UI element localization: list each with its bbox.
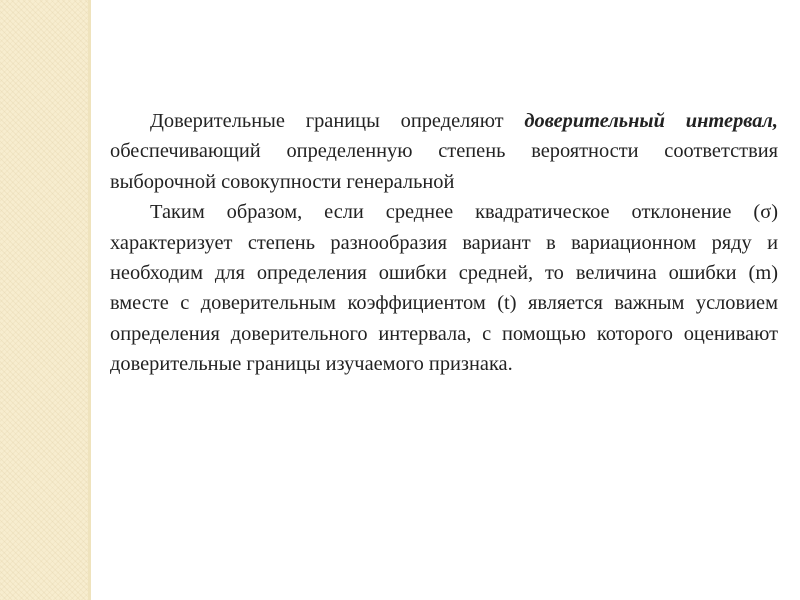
confidence-interval-term: доверительный интервал, [524,110,778,132]
paragraph-confidence-limits [110,106,778,197]
paragraph-standard-deviation: Таким образом, если среднее квадратическое отклонение (σ) характеризует степень разнообразия вариант в вариационном ряду и необходим для определения ошибки средней, то величина ошибки (m) вместе с доверительным коэффициентом (t) является важным условием определения доверительного интервала, с помощью которого оценивают доверительные границы изучаемого признака. [110,201,778,376]
paragraph1-lead: Доверительные границы определяют [150,110,525,132]
side-band-edge [88,0,91,600]
paragraph1-rest: обеспечивающий определенную степень вероятности соответствия выборочной совокупности генеральной [110,140,778,193]
slide-text-body [110,106,778,380]
decorative-side-band [0,0,88,600]
